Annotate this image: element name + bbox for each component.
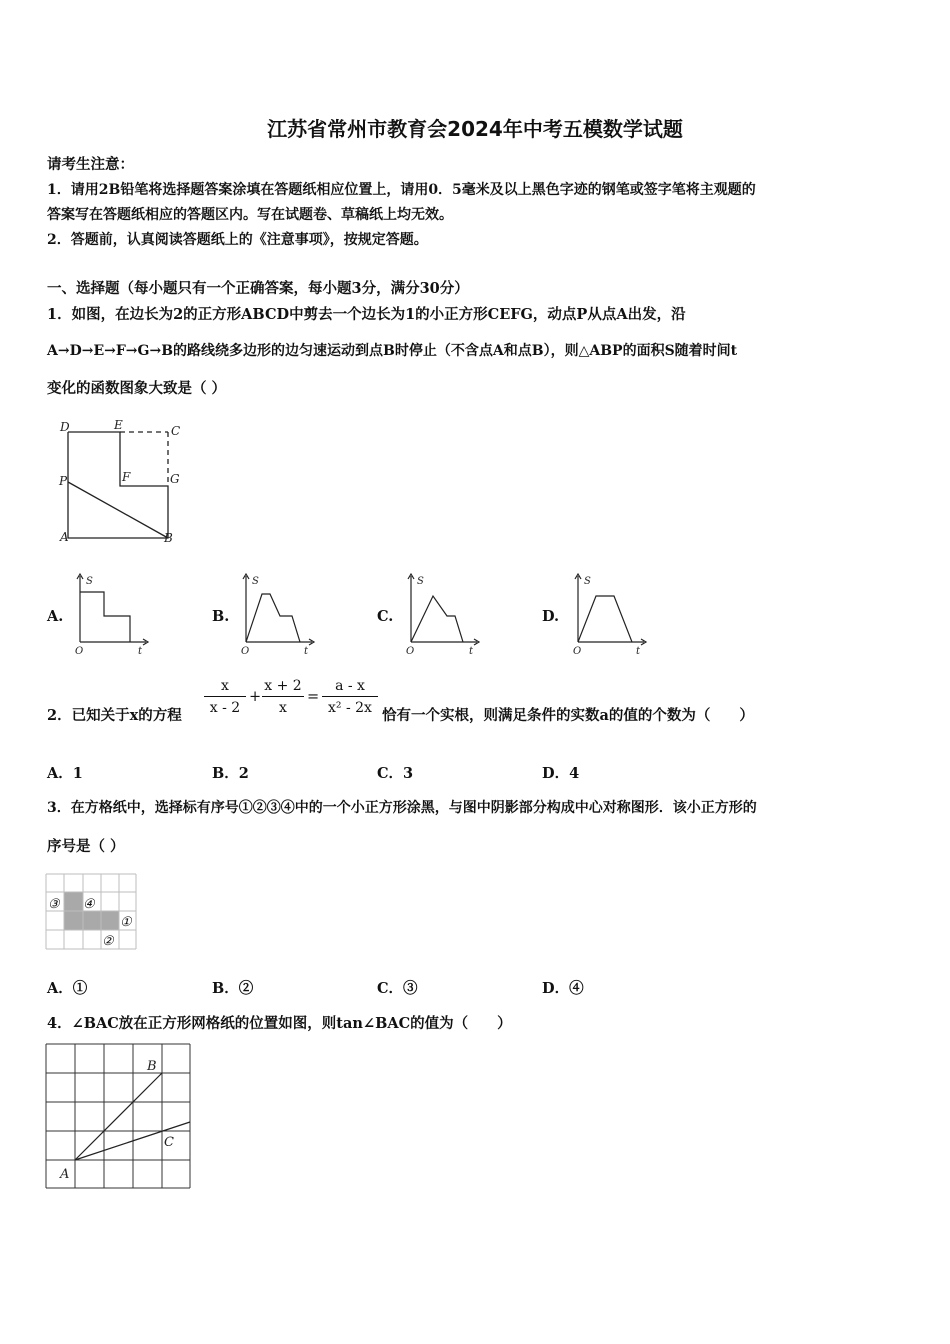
axis-t-a: t (138, 646, 143, 657)
q1-line-3: 变化的函数图象大致是（ ） (47, 380, 227, 397)
q3-line-2: 序号是（ ） (47, 838, 125, 855)
q4-text: 4．∠BAC放在正方形网格纸的位置如图，则tan∠BAC的值为（ ） (47, 1015, 512, 1032)
axis-s-d: S (584, 576, 591, 587)
q2-frac3-num: a - x (322, 678, 378, 697)
axis-t-d: t (636, 646, 641, 657)
q3-cell-1: ① (120, 915, 132, 930)
q2-frac2-den: x (279, 700, 287, 716)
q1-option-d-graph[interactable] (570, 570, 650, 660)
axis-s-b: S (252, 576, 259, 587)
origin-d: O (573, 646, 582, 657)
label-A: A (60, 530, 69, 544)
notice-heading: 请考生注意： (47, 156, 134, 173)
q2-fraction-1 (204, 678, 246, 716)
q2-fraction-2 (262, 678, 304, 716)
q1-option-b-graph[interactable] (238, 570, 318, 660)
q2-suffix: 恰有一个实根，则满足条件的实数a的值的个数为（ ） (382, 707, 754, 724)
label-E: E (114, 418, 123, 432)
q3-cell-4: ④ (83, 897, 95, 912)
q3-cell-2: ② (102, 934, 114, 949)
label-P: P (59, 474, 68, 488)
q1-option-a-label[interactable]: A. (47, 608, 64, 625)
axis-s-a: S (86, 576, 93, 587)
q3-option-c[interactable]: C．③ (377, 980, 418, 997)
q1-option-c-graph[interactable] (403, 570, 483, 660)
origin-b: O (241, 646, 250, 657)
q2-frac2-num: x + 2 (262, 678, 304, 697)
q1-option-d-label[interactable]: D. (542, 608, 560, 625)
q2-plus: + (249, 689, 262, 705)
q1-option-c-label[interactable]: C. (377, 608, 394, 625)
q2-frac1-den: x - 2 (209, 700, 241, 716)
q4-label-A: A (60, 1167, 70, 1182)
q3-cell-3: ③ (48, 897, 60, 912)
q1-option-b-label[interactable]: B. (212, 608, 230, 625)
label-D: D (60, 420, 70, 434)
q2-frac1-num: x (204, 678, 246, 697)
q3-line-1: 3．在方格纸中，选择标有序号①②③④中的一个小正方形涂黑，与图中阴影部分构成中心对称图形．该小正方形的 (47, 800, 757, 816)
q2-option-a[interactable]: A．1 (47, 765, 83, 782)
q2-option-b[interactable]: B．2 (212, 765, 249, 782)
q1-line-2: A→D→E→F→G→B的路线绕多边形的边匀速运动到点B时停止（不含点A和点B），则△ABP的面积S随着时间t (47, 343, 738, 359)
label-G: G (170, 472, 180, 486)
notice-line-2: 答案写在答题纸相应的答题区内。写在试题卷、草稿纸上均无效。 (47, 207, 453, 223)
q1-option-a-graph[interactable] (72, 570, 152, 660)
axis-s-c: S (417, 576, 424, 587)
q2-equals: = (307, 689, 320, 705)
q2-option-c[interactable]: C．3 (377, 765, 414, 782)
notice-line-3: 2．答题前，认真阅读答题纸上的《注意事项》，按规定答题。 (47, 232, 428, 248)
q4-label-B: B (147, 1059, 157, 1074)
q2-prefix: 2．已知关于x的方程 (47, 707, 182, 724)
notice-line-1: 1．请用2B铅笔将选择题答案涂填在答题纸相应位置上，请用0．5毫米及以上黑色字迹的钢笔或签字笔将主观题的 (47, 182, 756, 198)
label-F: F (122, 470, 131, 484)
q1-square-figure (52, 418, 192, 548)
axis-t-c: t (469, 646, 474, 657)
origin-a: O (75, 646, 84, 657)
origin-c: O (406, 646, 415, 657)
label-B: B (164, 531, 173, 545)
q2-frac3-den: x² - 2x (328, 700, 372, 716)
q3-option-a[interactable]: A．① (47, 980, 88, 997)
q1-line-1: 1．如图，在边长为2的正方形ABCD中剪去一个边长为1的小正方形CEFG，动点P从点A出发，沿 (47, 306, 686, 323)
page-title: 江苏省常州市教育会2024年中考五模数学试题 (267, 117, 683, 141)
q3-grid-figure (45, 873, 140, 953)
q2-fraction-3 (322, 678, 378, 716)
q4-label-C: C (164, 1135, 174, 1150)
q2-option-d[interactable]: D．4 (542, 765, 580, 782)
q3-option-b[interactable]: B．② (212, 980, 254, 997)
q3-option-d[interactable]: D．④ (542, 980, 584, 997)
axis-t-b: t (304, 646, 309, 657)
q4-grid-figure (44, 1042, 194, 1192)
section-heading: 一、选择题（每小题只有一个正确答案，每小题3分，满分30分） (47, 280, 469, 297)
label-C: C (171, 424, 181, 438)
